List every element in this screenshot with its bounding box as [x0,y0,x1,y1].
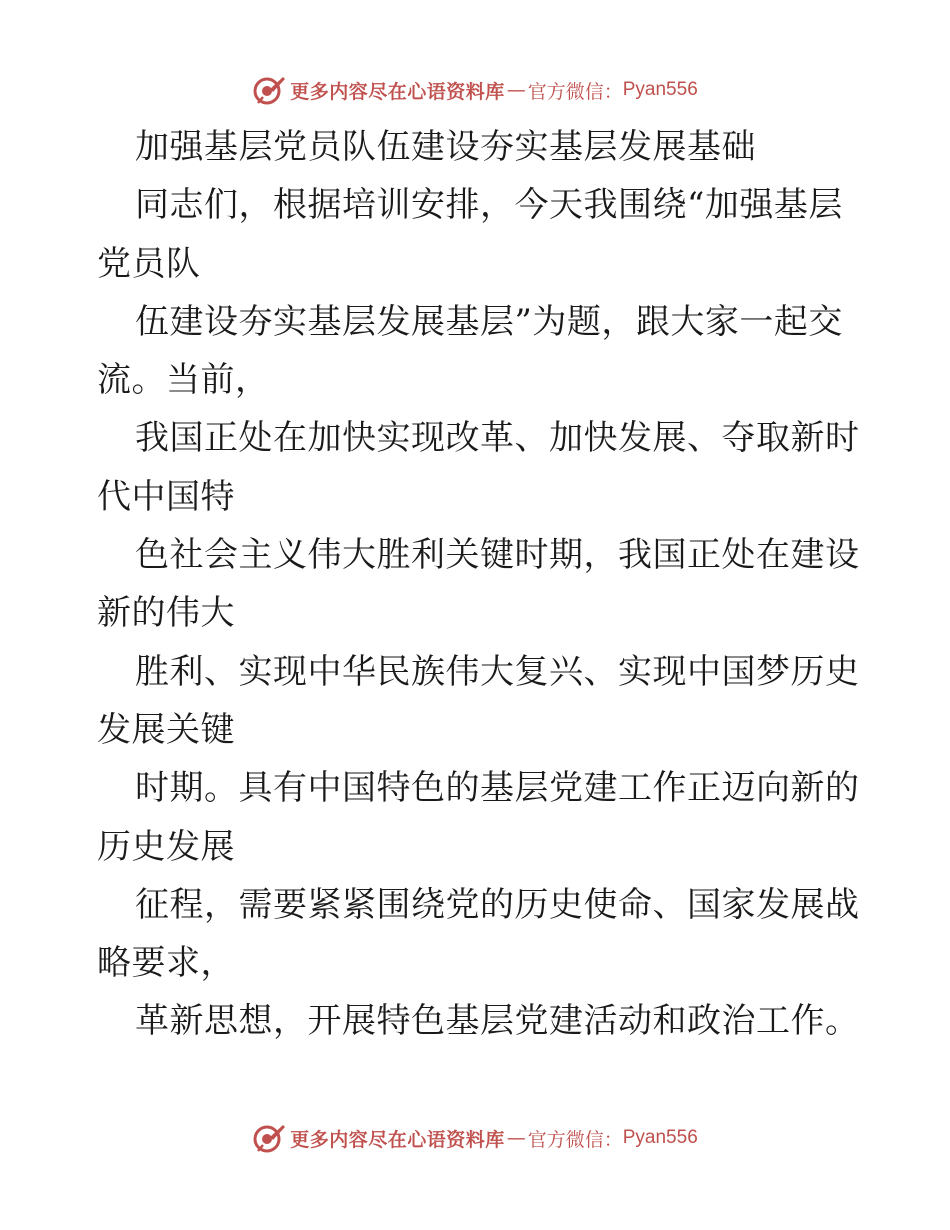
banner-main-text: 更多内容尽在心语资料库 [290,1128,505,1151]
paragraph-line: 新的伟大 [97,593,235,634]
paragraph-line: 征程，需要紧紧围绕党的历史使命、国家发展战 [135,884,860,925]
document-title: 加强基层党员队伍建设夯实基层发展基础 [135,127,756,167]
paragraph-line: 历史发展 [97,826,235,867]
paragraph-line: 党员队 [97,243,201,284]
banner-dash: — [506,1127,526,1149]
pen-logo-icon [252,73,286,107]
paragraph-line: 胜利、实现中华民族伟大复兴、实现中国梦历史 [135,651,860,692]
banner-wechat-id: Pyan556 [622,79,698,100]
paragraph-line: 略要求， [97,943,235,984]
paragraph-line: 我国正处在加快实现改革、加快发展、夺取新时 [135,418,860,459]
paragraph-line: 同志们，根据培训安排，今天我围绕“加强基层 [135,185,843,226]
paragraph-line: 代中国特 [97,476,235,517]
paragraph-line: 发展关键 [97,709,235,750]
paragraph-line: 时期。具有中国特色的基层党建工作正迈向新的 [135,768,860,809]
footer-watermark-banner [0,1118,950,1158]
paragraph-line: 伍建设夯实基层发展基层”为题，跟大家一起交 [135,301,843,342]
paragraph-line: 流。当前， [97,360,270,401]
paragraph-line: 色社会主义伟大胜利关键时期，我国正处在建设 [135,535,860,576]
banner-main-text: 更多内容尽在心语资料库 [290,80,505,103]
pen-logo-icon [252,1121,286,1155]
banner-wechat-id: Pyan556 [622,1127,698,1148]
banner-dash: — [506,79,526,101]
banner-wechat-label: 官方微信： [527,80,623,103]
banner-wechat-label: 官方微信： [527,1128,623,1151]
header-watermark-banner [0,70,950,110]
paragraph-line: 革新思想，开展特色基层党建活动和政治工作。 [135,1001,860,1042]
document-body [97,118,860,1051]
